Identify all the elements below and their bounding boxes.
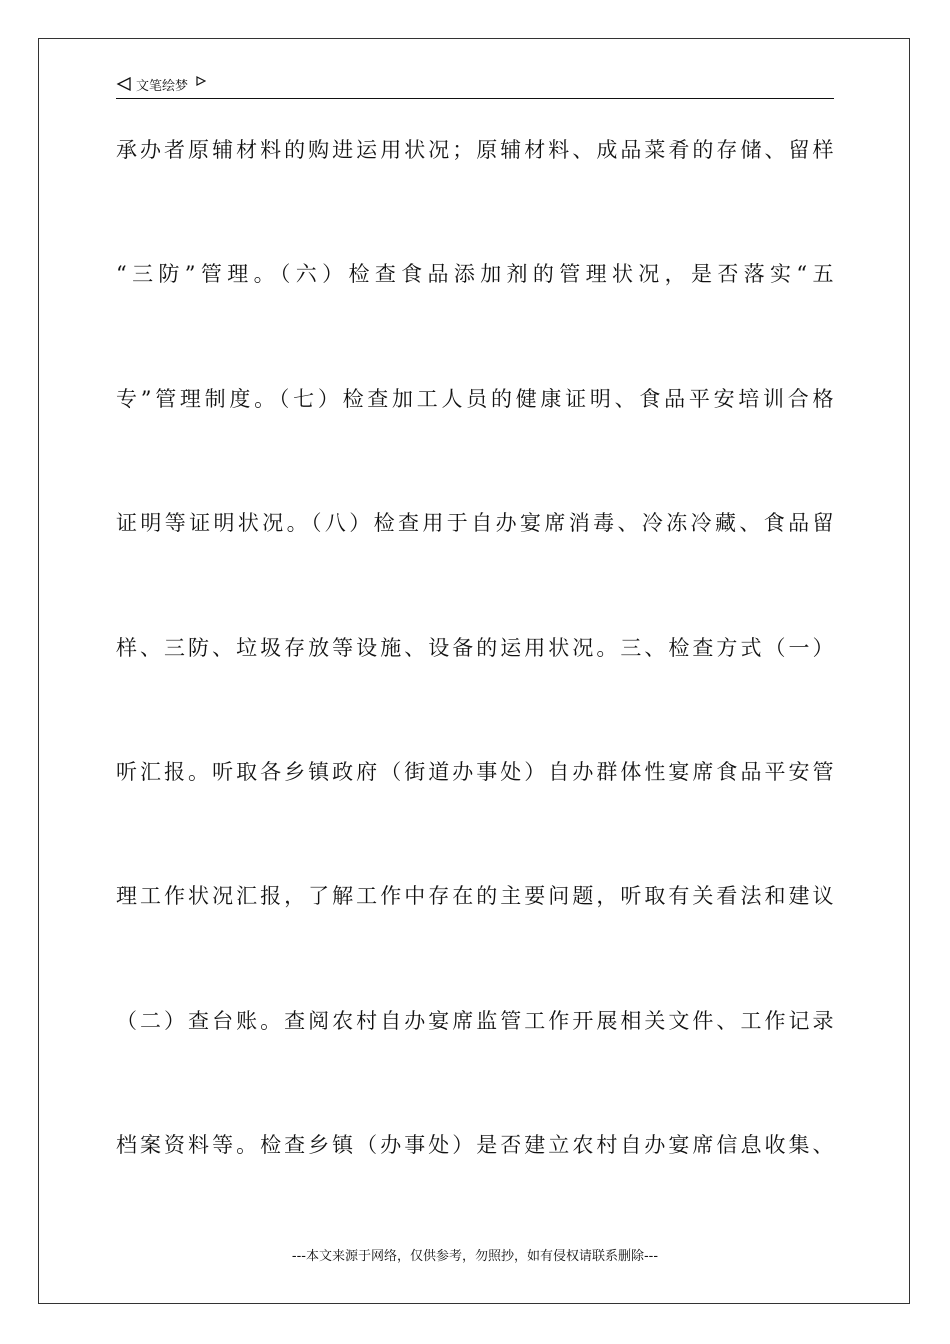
text-line: 样、三防、垃圾存放等设施、设备的运用状况。三、检查方式（一） xyxy=(116,635,834,660)
text-line: 档案资料等。检查乡镇（办事处）是否建立农村自办宴席信息收集、 xyxy=(116,1133,834,1158)
document-body xyxy=(116,125,834,1245)
text-line: 专”管理制度。（七）检查加工人员的健康证明、食品平安培训合格 xyxy=(116,386,834,411)
triangle-right-icon xyxy=(196,76,206,86)
header-brand xyxy=(116,74,206,94)
header-title: 文笔绘梦 xyxy=(136,78,189,94)
triangle-left-icon xyxy=(116,76,132,92)
text-line: 承办者原辅材料的购进运用状况；原辅材料、成品菜肴的存储、留样 xyxy=(116,138,834,162)
text-line: （二）查台账。查阅农村自办宴席监管工作开展相关文件、工作记录 xyxy=(116,1008,834,1033)
text-line: “三防”管理。（六）检查食品添加剂的管理状况，是否落实“五 xyxy=(116,262,834,287)
text-line: 听汇报。听取各乡镇政府（街道办事处）自办群体性宴席食品平安管 xyxy=(116,759,834,784)
text-line: 证明等证明状况。（八）检查用于自办宴席消毒、冷冻冷藏、食品留 xyxy=(116,511,834,536)
text-line: 理工作状况汇报，了解工作中存在的主要问题，听取有关看法和建议 xyxy=(116,884,834,909)
page-footer: ---本文来源于网络，仅供参考，勿照抄，如有侵权请联系删除--- xyxy=(291,1249,659,1264)
page-header xyxy=(116,74,834,99)
